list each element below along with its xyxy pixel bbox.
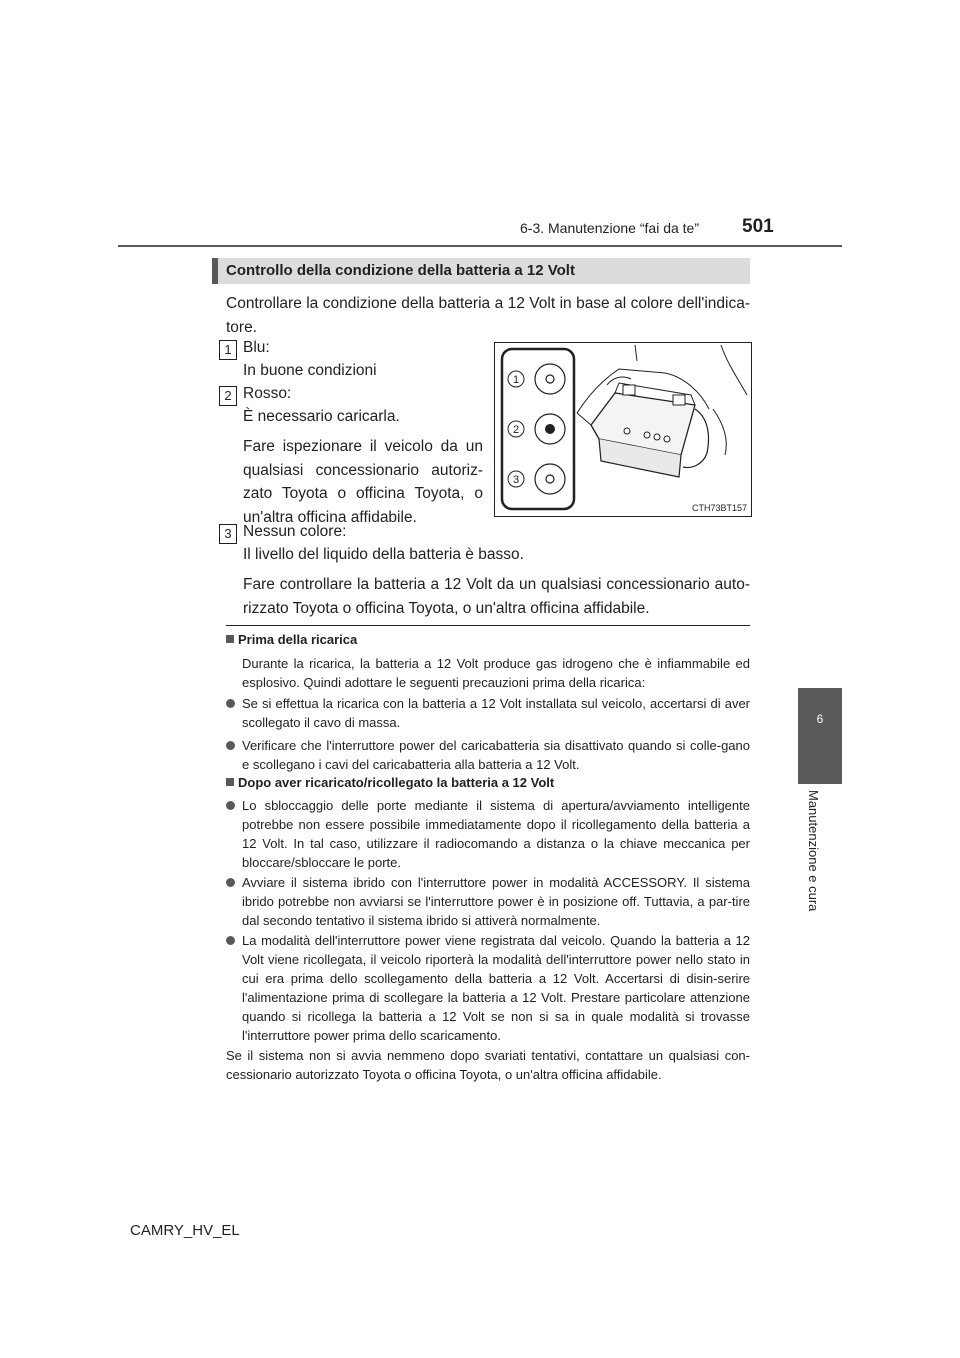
bullet-icon <box>226 936 235 945</box>
item-2-line-2: Fare ispezionare il veicolo da un qualsiasi concessionario autoriz-zato Toyota o officina Toyota, o un'altra officina affidabile. <box>243 438 483 526</box>
item-2-title: Rosso: <box>243 385 292 402</box>
note-closing-text: Se il sistema non si avvia nemmeno dopo svariati tentativi, contattare un qualsiasi con-cessionario autorizzato Toyota o officina Toyota, o un'altra officina affidabile. <box>226 1048 750 1082</box>
note-before-charge-text: Durante la ricarica, la batteria a 12 Volt produce gas idrogeno che è infiammabile ed esplosivo. Quindi adottare le seguenti precauzioni prima della ricarica: <box>242 656 750 690</box>
battery-illustration <box>495 343 751 516</box>
chapter-tab <box>798 688 842 784</box>
page-number: 501 <box>742 216 774 237</box>
item-1-title: Blu: <box>243 339 270 356</box>
chapter-number: 6 <box>816 712 824 726</box>
figure-label-1: 1 <box>512 374 520 386</box>
figure-code: CTH73BT157 <box>691 503 747 513</box>
document-code: CAMRY_HV_EL <box>130 1222 240 1239</box>
item-number-3: 3 <box>219 524 237 544</box>
item-number-2: 2 <box>219 386 237 406</box>
header-section-title: 6-3. Manutenzione “fai da te” <box>520 220 699 236</box>
figure-label-2: 2 <box>512 424 520 436</box>
note-after-recharge-bullet-1: Lo sbloccaggio delle porte mediante il sistema di apertura/avviamento intelligente potrebbe non essere possibile immediatamente dopo il ricollegamento della batteria a 12 Volt. In tal caso, utilizzare il radiocomando a distanza o la chiave meccanica per bloccare/sbloccare le porte. <box>242 798 750 870</box>
bullet-icon <box>226 801 235 810</box>
item-3-title: Nessun colore: <box>243 523 347 540</box>
square-bullet-icon <box>226 635 234 643</box>
header-divider <box>118 245 842 247</box>
section-heading-bar <box>212 258 750 284</box>
note-before-charge-bullet-2: Verificare che l'interruttore power del caricabatteria sia disattivato quando si colle-gano e scollegano i cavi del caricabatteria alla batteria a 12 Volt. <box>242 738 750 772</box>
item-3-line-1: Il livello del liquido della batteria è basso. <box>243 546 524 563</box>
notes-divider <box>226 625 750 626</box>
section-heading-accent <box>212 258 218 284</box>
note-heading-before-charge: Prima della ricarica <box>226 632 357 647</box>
battery-figure <box>494 342 752 517</box>
item-1 <box>243 336 483 382</box>
battery-terminal-negative <box>623 385 635 395</box>
chapter-label: Manutenzione e cura <box>806 790 821 912</box>
item-3-line-2: Fare controllare la batteria a 12 Volt da un qualsiasi concessionario auto-rizzato Toyota o officina Toyota, o un'altra officina affidabile. <box>243 576 750 617</box>
note-after-recharge-bullet-3: La modalità dell'interruttore power viene registrata dal veicolo. Quando la batteria a 12 Volt viene ricollegata, il veicolo riporterà la modalità dell'interruttore power nello stato in cui era prima dello scollegamento della batteria a 12 Volt. Accertarsi di disin-serire l'alimentazione prima di scollegare la batteria a 12 Volt. Prestare particolare attenzione quando si ricollega la batteria a 12 Volt se non si sa in quale modalità si trovasse l'interruttore power prima dello scaricamento. <box>242 933 750 1043</box>
item-number-1: 1 <box>219 340 237 360</box>
note-after-recharge-bullet-2: Avviare il sistema ibrido con l'interruttore power in modalità ACCESSORY. Il sistema ibrido potrebbe non avviarsi se l'interruttore power è in posizione off. Tuttavia, a par-tire dal secondo tentativo il sistema ibrido si attiverà normalmente. <box>242 875 750 928</box>
note-before-charge-bullet-1: Se si effettua la ricarica con la batteria a 12 Volt installata sul veicolo, accertarsi di aver scollegato il cavo di massa. <box>242 696 750 730</box>
note-heading-after-recharge: Dopo aver ricaricato/ricollegato la batteria a 12 Volt <box>226 775 554 790</box>
bullet-icon <box>226 699 235 708</box>
item-3 <box>243 520 750 620</box>
item-2-line-1: È necessario caricarla. <box>243 408 400 425</box>
battery-terminal-positive <box>673 395 685 405</box>
section-intro: Controllare la condizione della batteria a 12 Volt in base al colore dell'indica-tore. <box>226 295 750 336</box>
bullet-icon <box>226 878 235 887</box>
section-title: Controllo della condizione della batteria a 12 Volt <box>226 262 575 279</box>
square-bullet-icon <box>226 778 234 786</box>
bullet-icon <box>226 741 235 750</box>
item-1-line-1: In buone condizioni <box>243 362 377 379</box>
figure-label-3: 3 <box>512 474 520 486</box>
item-2 <box>243 382 483 529</box>
